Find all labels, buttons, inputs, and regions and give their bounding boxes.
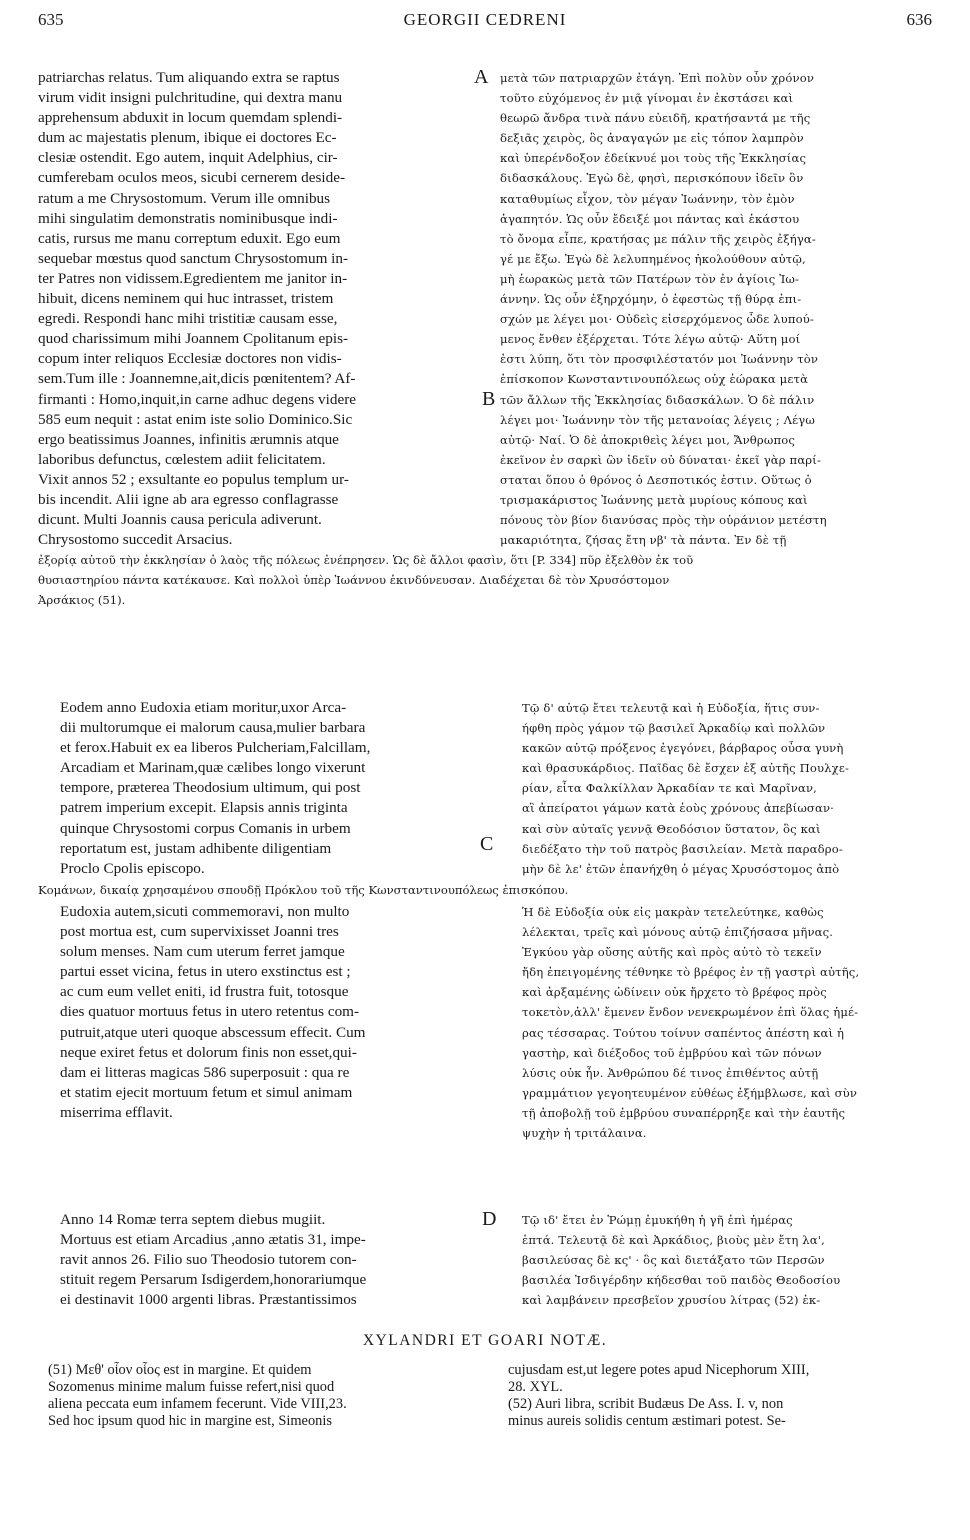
margin-marker-a: A xyxy=(474,66,489,88)
text-line: sem.Tum ille : Joannemne,ait,dicis pœnitentem? Af- xyxy=(38,370,356,388)
text-line: καὶ ὑπερένδοξον ἐδείκνυέ μοι τοὺς τῆς Ἐκκλησίας xyxy=(500,151,807,166)
text-line: ei destinavit 1000 argenti libras. Præstantissimos xyxy=(60,1291,357,1309)
text-line: ψυχὴν ἡ τριτάλαινα. xyxy=(522,1126,647,1141)
greek-column-s1 xyxy=(500,68,936,550)
text-line: Arcadiam et Marinam,quæ cælibes longo vixerunt xyxy=(60,759,366,777)
text-line: θεωρῶ ἄνδρα τινὰ πάνυ εὐειδῆ, κρατήσαντά με τῆς xyxy=(500,111,811,126)
text-line: τῶν ἄλλων τῆς Ἐκκλησίας διδασκάλων. Ὁ δὲ πάλιν xyxy=(500,392,815,407)
text-line: et statim ejecit mortuum fetum et simul animam xyxy=(60,1083,353,1101)
text-line: λέγει μοι· Ἰωάννην τὸν τῆς μετανοίας λέγεις ; Λέγω xyxy=(500,412,815,427)
text-line: καταθυμίως εἶχον, τὸν μέγαν Ἰωάννην, τὸν ἐμὸν xyxy=(500,191,795,206)
greek-column-s3 xyxy=(500,902,936,1143)
text-line: τρισμακάριστος Ἰωάννης μετὰ μυρίους κόπους καὶ xyxy=(500,492,808,507)
text-line: clesiæ ostendit. Ego autem, inquit Adelphius, cir- xyxy=(38,149,338,167)
margin-marker-b: B xyxy=(482,388,496,410)
text-line: (51) Μεθ' οἷον οἷος est in margine. Et quidem xyxy=(48,1362,312,1378)
text-line: 28. XYL. xyxy=(508,1379,563,1395)
text-line: ergo beatissimus Joannes, infinitis ærumnis atque xyxy=(38,430,339,448)
text-line: τοῦτο εὐχόμενος ἐν μιᾷ γίνομαι ἐν ἐκστάσει καὶ xyxy=(500,91,794,106)
notes-heading: XYLANDRI ET GOARI NOTÆ. xyxy=(362,1332,608,1349)
greek-column-s2 xyxy=(500,698,936,879)
running-title: GEORGII CEDRENI xyxy=(403,10,567,29)
text-line: διδασκάλους. Ἐγὼ δὲ, φησὶ, περισκόπουν ἰδεῖν ὃν xyxy=(500,171,804,186)
latin-column-s1 xyxy=(38,68,470,550)
text-line: ἀγαπητόν. Ὡς οὖν ἔδειξέ μοι πάντας καὶ ἑκάστου xyxy=(500,211,800,226)
text-line: ac cum eum vellet eniti, id frustra fuit, totosque xyxy=(60,983,349,1001)
text-line: quod charissimum mihi Joannem Cpolitanum epis- xyxy=(38,330,349,348)
page-number-right: 636 xyxy=(906,10,932,29)
text-line: dies quatuor mortuus fetus in utero retentus com- xyxy=(60,1003,360,1021)
notes-right-column xyxy=(508,1362,936,1430)
text-line: mihi singulatim demonstratis nominibusque indi- xyxy=(38,209,338,227)
text-line: tempore, præterea Theodosium ultimum, qui post xyxy=(60,779,361,797)
text-line: κακῶν αὐτῷ πρόξενος ἐγεγόνει, βάρβαρος οὖσα γυνὴ xyxy=(522,741,844,756)
text-line: quinque Chrysostomi corpus Comanis in urbem xyxy=(60,819,351,837)
text-line: Eudoxia autem,sicuti commemoravi, non multo xyxy=(60,903,350,920)
text-line: sequebar mœstus quod sanctum Chrysostomum in- xyxy=(38,249,349,267)
text-line: μακαριότητα, ζήσας ἔτη νβ' τὰ πάντα. Ἐν δὲ τῇ xyxy=(500,533,787,548)
text-line: ravit annos 26. Filio suo Theodosio tutorem con- xyxy=(60,1251,357,1269)
text-line: et ferox.Habuit ex ea liberos Pulcheriam,Falcillam, xyxy=(60,739,371,757)
text-line: λέλεκται, τρεῖς καὶ μόνους αὐτῷ ἐπιζήσασα μῆνας. xyxy=(522,925,834,940)
text-line: Sed hoc ipsum quod hic in margine est, Simeonis xyxy=(48,1413,332,1429)
margin-marker-d: D xyxy=(482,1208,497,1230)
text-line: Eodem anno Eudoxia etiam moritur,uxor Arca- xyxy=(60,699,347,716)
greek-fullwidth-s2 xyxy=(38,880,936,900)
text-line: αὐτῷ· Ναί. Ὁ δὲ ἀποκριθεὶς λέγει μοι, Ἄνθρωπος xyxy=(500,432,796,447)
text-line: ρας τέσσαρας. Τούτου τοίνυν σαπέντος ἀπέστη καὶ ἡ xyxy=(522,1025,845,1040)
greek-column-s4 xyxy=(500,1210,936,1310)
text-line: λύσις οὐκ ἦν. Ἀνθρώπου δέ τινος ἐπιθέντος αὐτῇ xyxy=(522,1065,819,1080)
text-line: ήφθη πρὸς γάμον τῷ βασιλεῖ Ἀρκαδίῳ καὶ πολλῶν xyxy=(522,721,826,736)
text-line: σταται ὅπου ὁ θρόνος ὁ Δεσποτικός ἐστιν. Οὕτως ὁ xyxy=(500,472,812,487)
text-line: αἳ ἀπείρατοι γάμων κατὰ ἐοὺς χρόνους ἀπεβίωσαν· xyxy=(522,801,835,816)
text-line: Τῷ ιδ' ἔτει ἐν Ῥώμῃ ἐμυκήθη ἡ γῆ ἐπὶ ἡμέρας xyxy=(522,1213,793,1227)
text-line: bis incendit. Alii igne ab ara egresso conflagrasse xyxy=(38,490,339,508)
text-line: καὶ ἀρξαμένης ὠδίνειν οὐκ ἤρχετο τὸ βρέφος πρὸς xyxy=(522,985,827,1000)
text-line: egredi. Respondi hanc mihi tristitiæ causam esse, xyxy=(38,310,338,328)
text-line: βασιλεύσας δὲ κς' · ὃς καὶ διετάξατο τῶν Περσῶν xyxy=(522,1253,825,1268)
text-line: post mortua est, cum supervixisset Joanni tres xyxy=(60,923,339,941)
text-line: ἐπίσκοπον Κωνσταντινουπόλεως οὐχ ἑώρακα μετὰ xyxy=(500,372,809,387)
text-line: miserrima efflavit. xyxy=(60,1103,173,1121)
text-line: firmanti : Homo,inquit,in carne adhuc degens videre xyxy=(38,390,356,408)
text-line: patrem imperium excepit. Elapsis annis triginta xyxy=(60,799,348,817)
text-line: patriarchas relatus. Tum aliquando extra se raptus xyxy=(38,69,340,86)
text-line: βασιλέα Ἰσδιγέρδην κήδεσθαι τοῦ παιδὸς Θεοδοσίου xyxy=(522,1273,841,1288)
text-line: άννην. Ὡς οὖν ἐξηρχόμην, ὁ ἐφεστὼς τῇ θύρᾳ ἐπι- xyxy=(500,292,802,307)
text-line: Κομάνων, δικαίᾳ χρησαμένου σπουδῇ Πρόκλου τοῦ τῆς Κωνσταντινουπόλεως ἐπισκόπου. xyxy=(38,883,569,897)
text-line: Τῷ δ' αὐτῷ ἔτει τελευτᾷ καὶ ἡ Εὐδοξία, ἥτις συν- xyxy=(522,701,820,715)
text-line: partui esset vicina, fetus in utero exstinctus est ; xyxy=(60,963,351,981)
text-line: δεξιᾶς χειρὸς, ὃς ἀναγαγών με εἰς τόπον λαμπρὸν xyxy=(500,131,804,146)
page-number-left: 635 xyxy=(38,10,64,29)
text-line: reportatum est, justam adhibente diligentiam xyxy=(60,839,332,857)
greek-fullwidth-s1 xyxy=(38,550,936,610)
text-line: Mortuus est etiam Arcadius ,anno ætatis 31, impe- xyxy=(60,1231,366,1249)
text-line: laboribus defunctus, cœlestem adiit felicitatem. xyxy=(38,450,326,468)
text-line: Anno 14 Romæ terra septem diebus mugiit. xyxy=(60,1211,326,1228)
text-line: μετὰ τῶν πατριαρχῶν ἐτάγη. Ἐπὶ πολὺν οὖν χρόνον xyxy=(500,71,815,85)
text-line: μὴν δὲ λε' ἐτῶν ἐπανήχθη ὁ μέγας Χρυσόστομος ἀπὸ xyxy=(522,861,840,876)
text-line: καὶ θρασυκάρδιος. Παῖδας δὲ ἔσχεν ἐξ αὐτῆς Πουλχε- xyxy=(522,761,850,776)
text-line: ἐστι λύπη, ὅτι τὸν προσφιλέστατόν μοι Ἰωάννην τὸν xyxy=(500,352,819,367)
latin-column-s2 xyxy=(38,698,470,879)
text-line: ratum a me Chrysostomum. Verum ille omnibus xyxy=(38,189,331,207)
text-line: Ἐγκύου γὰρ οὔσης αὐτῆς καὶ πρὸς αὐτὸ τὸ τεκεῖν xyxy=(522,945,822,960)
text-line: ρίαν, εἶτα Φαλκίλλαν Ἀρκαδίαν τε καὶ Μαρῖναν, xyxy=(522,781,818,796)
text-line: ἤδη ἐπειγομένης τέθνηκε τὸ βρέφος ἐν τῇ γαστρὶ αὐτῆς, xyxy=(522,965,860,980)
margin-marker-c: C xyxy=(480,833,494,855)
text-line: μενος ἔνθεν ἐξέρχεται. Τότε λέγω αὐτῷ· Αὕτη μοί xyxy=(500,332,801,347)
text-line: dii multorumque ei malorum causa,mulier barbara xyxy=(60,719,366,737)
text-line: σχών με λέγει μοι· Οὐδεὶς εἰσερχόμενος ὧδε λυπού- xyxy=(500,312,815,327)
text-line: aliena peccata eum infamem fecerunt. Vide VIII,23. xyxy=(48,1396,347,1412)
text-line: (52) Auri libra, scribit Budæus De Ass. I. v, non xyxy=(508,1396,784,1412)
text-line: ἐξορίᾳ αὐτοῦ τὴν ἐκκλησίαν ὁ λαὸς τῆς πόλεως ἐνέπρησεν. Ὡς δὲ ἄλλοι φασὶν, ὅτι [P. 334] πῦρ ἐξελθὸν ἐκ τοῦ xyxy=(38,553,694,567)
text-line: τοκετὸν,ἀλλ' ἔμενεν ἔνδον νενεκρωμένον ἐπὶ ὅλας ἡμέ- xyxy=(522,1005,859,1020)
text-line: solum menses. Nam cum uterum ferret jamque xyxy=(60,943,345,961)
text-line: Proclo Cpolis episcopo. xyxy=(60,859,205,877)
text-line: neque exiret fetus et dolorum finis non esset,qui- xyxy=(60,1043,357,1061)
text-line: μὴ ἑωρακὼς μετὰ τῶν Πατέρων τὸν ἐν ἁγίοις Ἰω- xyxy=(500,271,800,286)
text-line: τῇ ἀποβολῇ τοῦ ἐμβρύου συναπέρρηξε καὶ τὴν ἑαυτῆς xyxy=(522,1105,846,1120)
text-line: Sozomenus minime malum fuisse refert,nisi quod xyxy=(48,1379,335,1395)
text-line: γέ με ἔξω. Ἐγὼ δὲ λελυπημένος ἠκολούθουν αὐτῷ, xyxy=(500,251,806,266)
latin-column-s4 xyxy=(38,1210,470,1310)
text-line: Vixit annos 52 ; exsultante eo populus templum ur- xyxy=(38,470,349,488)
text-line: ἐκεῖνον ἐν σαρκὶ ὢν ἰδεῖν οὐ δύναται· ἐκεῖ γὰρ παρί- xyxy=(500,452,822,467)
text-line: stituit regem Persarum Isdigerdem,honorariumque xyxy=(60,1271,367,1289)
text-line: dum ac majestatis plenum, ibique ei doctores Ec- xyxy=(38,129,337,147)
text-line: dicunt. Multi Joannis causa pericula adiverunt. xyxy=(38,511,322,529)
text-line: catis, rursus me manu correptum eduxit. Ego eum xyxy=(38,229,341,247)
text-line: καὶ σὺν αὐταῖς γεννᾷ Θεοδόσιον ὕστατον, ὃς καὶ xyxy=(522,821,821,836)
text-line: cujusdam est,ut legere potes apud Nicephorum XIII, xyxy=(508,1362,810,1378)
text-line: Ἀρσάκιος (51). xyxy=(38,593,126,608)
text-line: Ἡ δὲ Εὐδοξία οὐκ εἰς μακρὰν τετελεύτηκε, καθὼς xyxy=(522,905,824,919)
text-line: putruit,atque uteri quoque abscessum effecit. Cum xyxy=(60,1023,366,1041)
notes-left-column xyxy=(48,1362,472,1430)
latin-column-s3 xyxy=(38,902,470,1123)
text-line: ἑπτά. Τελευτᾷ δὲ καὶ Ἀρκάδιος, βιοὺς μὲν ἔτη λα', xyxy=(522,1233,825,1248)
text-line: διεδέξατο τὴν τοῦ πατρὸς βασιλείαν. Μετὰ παραδρο- xyxy=(522,841,843,856)
text-line: καὶ λαμβάνειν πρεσβεῖον χρυσίου λίτρας (52) ἑκ- xyxy=(522,1293,821,1308)
text-line: 585 eum nequit : astat enim iste solio Dominico.Sic xyxy=(38,410,353,428)
text-line: hibuit, dicens neminem qui huc intrasset, tristem xyxy=(38,290,334,308)
text-line: πόνους τὸν βίον διανύσας πρὸς τὴν οὐράνιον μετέστη xyxy=(500,513,827,528)
text-line: γαστὴρ, καὶ διέξοδος τοῦ ἐμβρύου καὶ τῶν πόνων xyxy=(522,1045,822,1060)
text-line: γραμμάτιον γεγοητευμένον εὐθέως ἐξήμβλωσε, καὶ σὺν xyxy=(522,1085,858,1100)
text-line: cumferebam oculos meos, sicubi cernerem deside- xyxy=(38,169,346,187)
text-line: minus aureis solidis centum æstimari potest. Se- xyxy=(508,1413,786,1429)
text-line: apprehensum abduxit in locum quemdam splendi- xyxy=(38,109,343,127)
text-line: τὸ ὄνομα εἶπε, κρατήσας με πάλιν τῆς χειρὸς ἐξήγα- xyxy=(500,231,816,246)
text-line: θυσιαστηρίου πάντα κατέκαυσε. Καὶ πολλοὶ ὑπὲρ Ἰωάννου ἐκινδύνευσαν. Διαδέχεται δὲ τὸν Χρυσόστομον xyxy=(38,573,670,588)
text-line: virum vidit insigni pulchritudine, qui dextra manu xyxy=(38,89,343,107)
text-line: dam ei litteras magicas 586 superposuit : qua re xyxy=(60,1063,350,1081)
text-line: Chrysostomo succedit Arsacius. xyxy=(38,531,233,549)
text-line: copum inter reliquos Ecclesiæ doctores non vidis- xyxy=(38,350,342,368)
text-line: ter Patres non vidissem.Egredientem me janitor in- xyxy=(38,269,348,287)
